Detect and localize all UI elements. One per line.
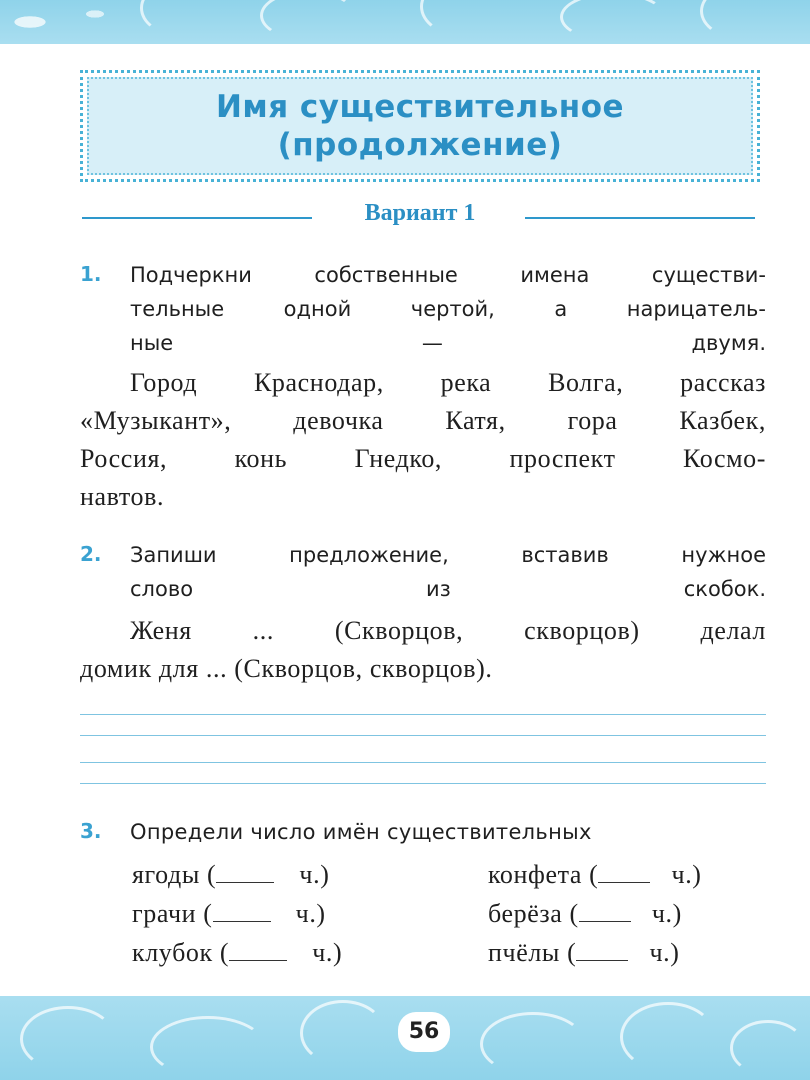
text-line: Город Краснодар, река Волга, рассказ <box>130 368 766 397</box>
word-item <box>132 938 342 968</box>
number-suffix: ч.) <box>312 938 343 967</box>
page-title-line1: Имя существительное <box>215 89 625 125</box>
writing-line[interactable] <box>80 783 766 784</box>
answer-blank[interactable] <box>229 960 287 961</box>
instruction-line: слово из скобок. <box>130 577 766 601</box>
page-number: 56 <box>398 1012 450 1052</box>
word-item <box>488 899 682 929</box>
task1-text <box>80 364 766 516</box>
task-number: 3. <box>80 819 102 843</box>
top-ornament-band <box>0 0 810 44</box>
task-number: 2. <box>80 542 102 566</box>
page-title-line2: (продолжение) <box>277 127 563 163</box>
word: пчёлы <box>488 938 560 967</box>
instruction-line: ные — двумя. <box>130 331 766 355</box>
writing-line[interactable] <box>80 762 766 763</box>
title-inner <box>87 77 753 175</box>
word-item <box>488 860 702 890</box>
word: конфета <box>488 860 583 889</box>
word-item <box>132 899 326 929</box>
open-bracket: ( <box>569 899 579 928</box>
word-item <box>488 938 680 968</box>
text-line: навтов. <box>80 482 165 511</box>
writing-line[interactable] <box>80 714 766 715</box>
word: грачи <box>132 899 197 928</box>
open-bracket: ( <box>589 860 599 889</box>
title-box <box>80 70 760 182</box>
open-bracket: ( <box>207 860 217 889</box>
answer-blank[interactable] <box>579 921 631 922</box>
instruction-line: Запиши предложение, вставив нужное <box>130 543 766 567</box>
word: ягоды <box>132 860 200 889</box>
open-bracket: ( <box>219 938 230 967</box>
number-suffix: ч.) <box>299 860 330 889</box>
variant-rule-left <box>82 217 312 219</box>
number-suffix: ч.) <box>295 899 326 928</box>
writing-line[interactable] <box>80 735 766 736</box>
word-item <box>132 860 329 890</box>
answer-blank[interactable] <box>598 882 650 883</box>
number-suffix: ч.) <box>651 899 682 928</box>
task3-instruction: Определи число имён существительных <box>130 820 592 844</box>
word: клубок <box>132 938 213 967</box>
open-bracket: ( <box>567 938 577 967</box>
task2-text <box>80 612 766 688</box>
open-bracket: ( <box>203 899 213 928</box>
number-suffix: ч.) <box>649 938 680 967</box>
text-line: «Музыкант», девочка Катя, гора Казбек, <box>80 406 766 435</box>
variant-heading: Вариант 1 <box>364 200 476 226</box>
task2-instruction <box>130 538 766 606</box>
text-line: домик для ... (Скворцов, скворцов). <box>80 654 493 683</box>
word: берёза <box>488 899 563 928</box>
text-line: Россия, конь Гнедко, проспект Космо- <box>80 444 766 473</box>
instruction-line: Подчеркни собственные имена существи- <box>130 263 766 287</box>
variant-rule-right <box>525 217 755 219</box>
instruction-line: тельные одной чертой, а нарицатель- <box>130 297 766 321</box>
task1-instruction <box>130 258 766 360</box>
text-line: Женя ... (Скворцов, скворцов) делал <box>130 616 766 645</box>
number-suffix: ч.) <box>671 860 702 889</box>
answer-blank[interactable] <box>576 960 628 961</box>
answer-blank[interactable] <box>216 882 274 883</box>
task-number: 1. <box>80 262 102 286</box>
answer-blank[interactable] <box>213 921 271 922</box>
